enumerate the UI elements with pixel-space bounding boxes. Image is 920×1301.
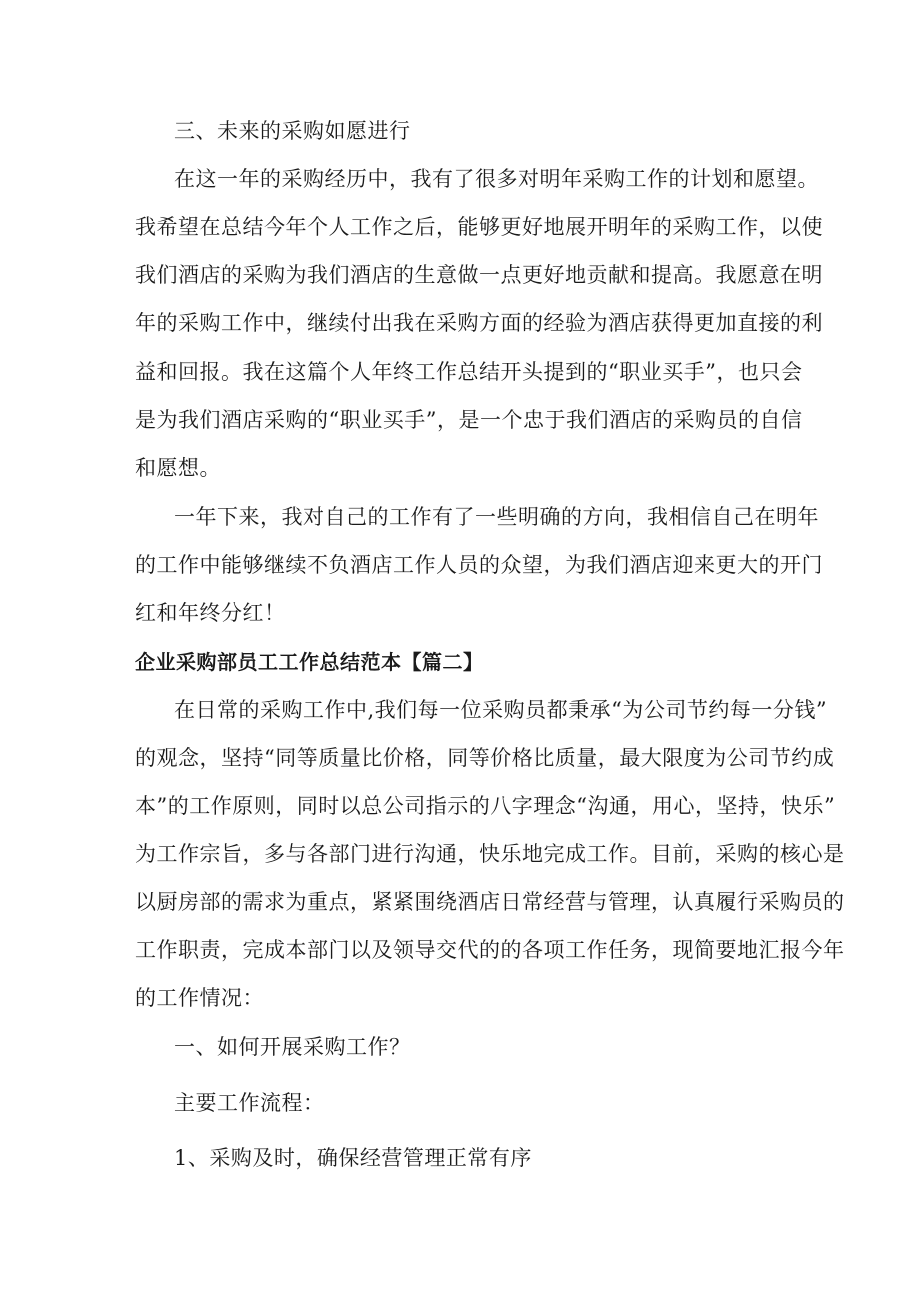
paragraph-line: 工作职责，完成本部门以及领导交代的的各项工作任务，现简要地汇报今年 xyxy=(135,938,845,962)
paragraph-line: 的工作情况： xyxy=(135,986,264,1010)
list-item: 1、采购及时，确保经营管理正常有序 xyxy=(174,1146,532,1170)
subheading-how-to-purchase: 一、如何开展采购工作？ xyxy=(174,1035,411,1059)
paragraph-line: 在日常的采购工作中,我们每一位采购员都秉承“为公司节约每一分钱” xyxy=(174,698,828,722)
section-three-heading: 三、未来的采购如愿进行 xyxy=(174,119,411,143)
paragraph-line: 本”的工作原则，同时以总公司指示的八字理念“沟通，用心，坚持，快乐” xyxy=(135,794,836,818)
part-two-title: 企业采购部员工工作总结范本【篇二】 xyxy=(135,650,484,674)
paragraph-line: 以厨房部的需求为重点，紧紧围绕酒店日常经营与管理，认真履行采购员的 xyxy=(135,890,845,914)
paragraph-line: 红和年终分红！ xyxy=(135,601,286,625)
paragraph-line: 和愿想。 xyxy=(135,456,221,480)
paragraph-line: 我们酒店的采购为我们酒店的生意做一点更好地贡献和提高。我愿意在明 xyxy=(135,263,823,287)
paragraph-line: 在这一年的采购经历中，我有了很多对明年采购工作的计划和愿望。 xyxy=(174,167,819,191)
paragraph-line: 我希望在总结今年个人工作之后，能够更好地展开明年的采购工作，以使 xyxy=(135,215,823,239)
paragraph-line: 益和回报。我在这篇个人年终工作总结开头提到的“职业买手”，也只会 xyxy=(135,360,803,384)
subheading-workflow: 主要工作流程： xyxy=(174,1091,325,1115)
paragraph-line: 年的采购工作中，继续付出我在采购方面的经验为酒店获得更加直接的利 xyxy=(135,311,823,335)
paragraph-line: 是为我们酒店采购的“职业买手”，是一个忠于我们酒店的采购员的自信 xyxy=(135,408,803,432)
paragraph-line: 的观念，坚持“同等质量比价格，同等价格比质量，最大限度为公司节约成 xyxy=(135,746,835,770)
paragraph-line: 的工作中能够继续不负酒店工作人员的众望，为我们酒店迎来更大的开门 xyxy=(135,553,823,577)
paragraph-line: 一年下来，我对自己的工作有了一些明确的方向，我相信自己在明年 xyxy=(174,505,819,529)
paragraph-line: 为工作宗旨，多与各部门进行沟通，快乐地完成工作。目前，采购的核心是 xyxy=(135,842,845,866)
